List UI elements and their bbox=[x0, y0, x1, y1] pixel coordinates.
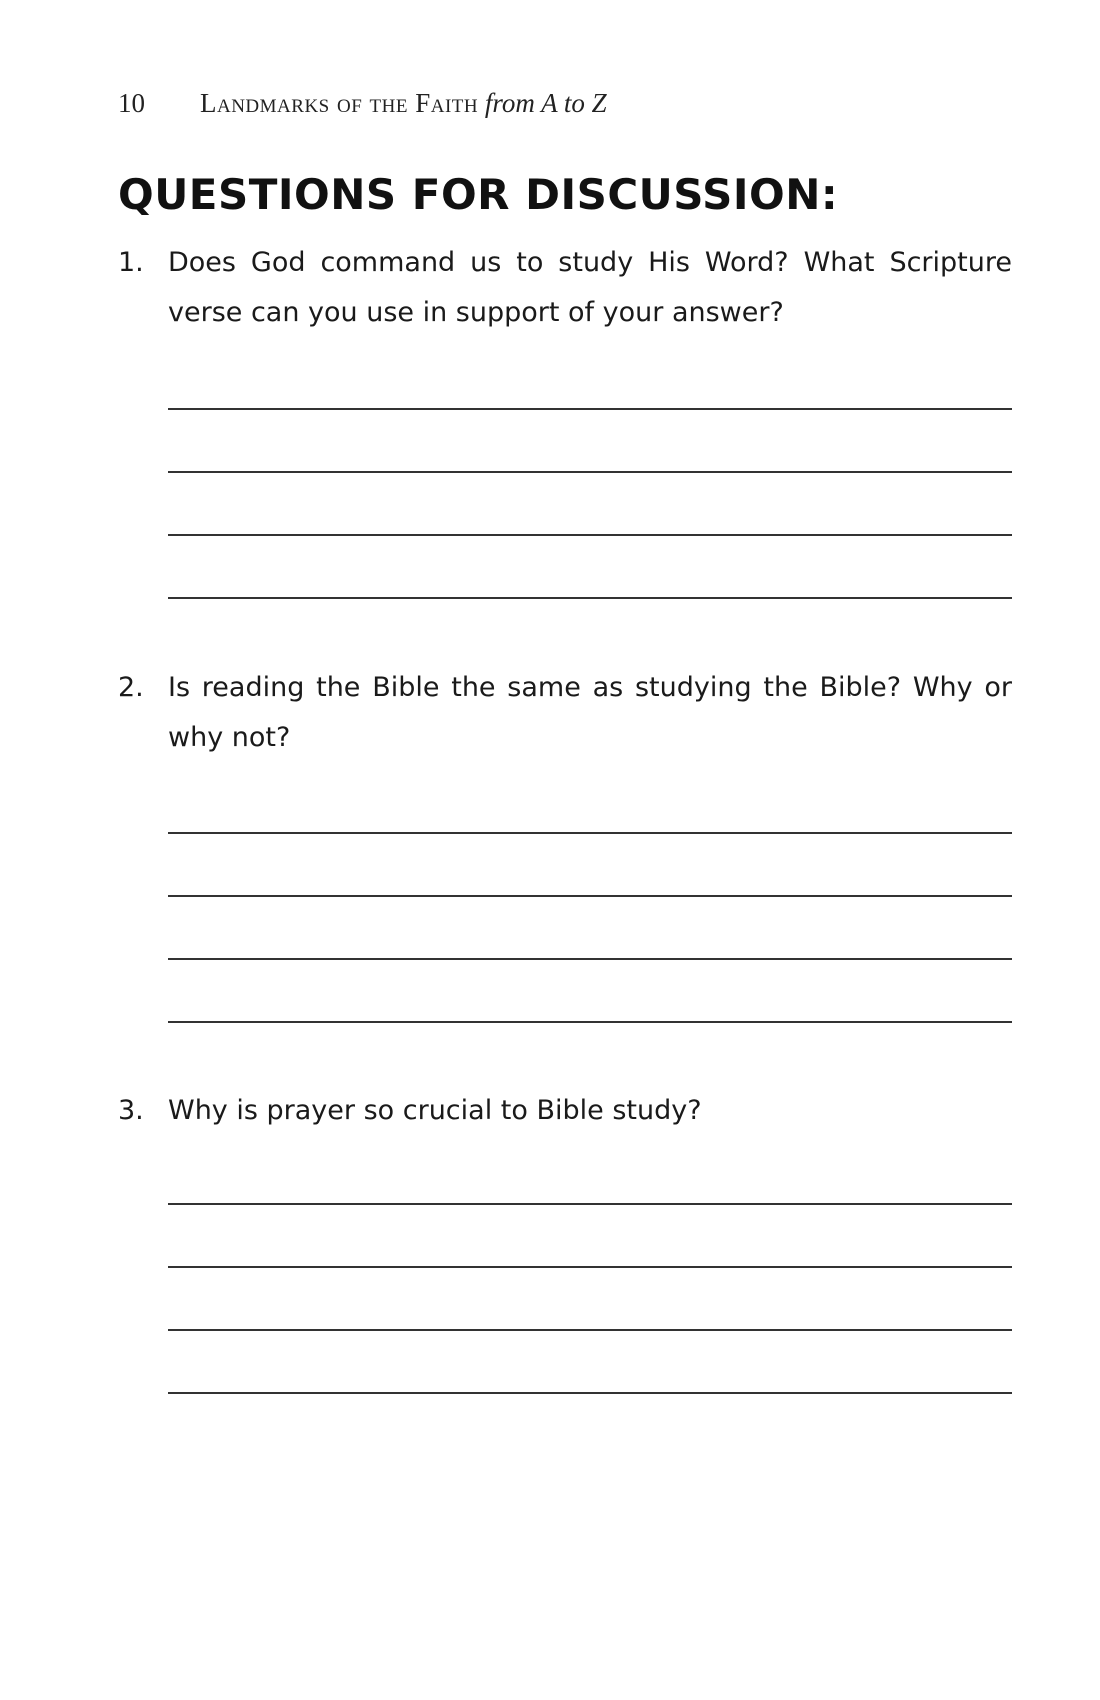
question-text: Is reading the Bible the same as studying the Bible? Why or why not? bbox=[168, 672, 1012, 753]
answer-line[interactable] bbox=[168, 895, 1012, 897]
question-item bbox=[118, 238, 1018, 338]
section-heading: QUESTIONS FOR DISCUSSION: bbox=[118, 170, 839, 219]
book-title-main: Landmarks of the Faith bbox=[200, 88, 479, 118]
page-number: 10 bbox=[118, 88, 145, 118]
answer-line[interactable] bbox=[168, 1021, 1012, 1023]
answer-line[interactable] bbox=[168, 408, 1012, 410]
answer-line[interactable] bbox=[168, 534, 1012, 536]
answer-line[interactable] bbox=[168, 958, 1012, 960]
question-text: Does God command us to study His Word? What Scripture verse can you use in support of your answer? bbox=[168, 247, 1012, 328]
answer-line[interactable] bbox=[168, 1392, 1012, 1394]
question-number: 1. bbox=[118, 247, 144, 278]
question-number: 2. bbox=[118, 672, 144, 703]
question-text: Why is prayer so crucial to Bible study? bbox=[168, 1095, 702, 1126]
running-header bbox=[118, 88, 607, 119]
answer-line[interactable] bbox=[168, 1203, 1012, 1205]
question-item bbox=[118, 663, 1018, 763]
book-title-tail: from A to Z bbox=[484, 88, 607, 118]
answer-line[interactable] bbox=[168, 1329, 1012, 1331]
question-number: 3. bbox=[118, 1095, 144, 1126]
answer-line[interactable] bbox=[168, 832, 1012, 834]
answer-line[interactable] bbox=[168, 597, 1012, 599]
question-item bbox=[118, 1086, 1018, 1136]
answer-line[interactable] bbox=[168, 471, 1012, 473]
answer-line[interactable] bbox=[168, 1266, 1012, 1268]
